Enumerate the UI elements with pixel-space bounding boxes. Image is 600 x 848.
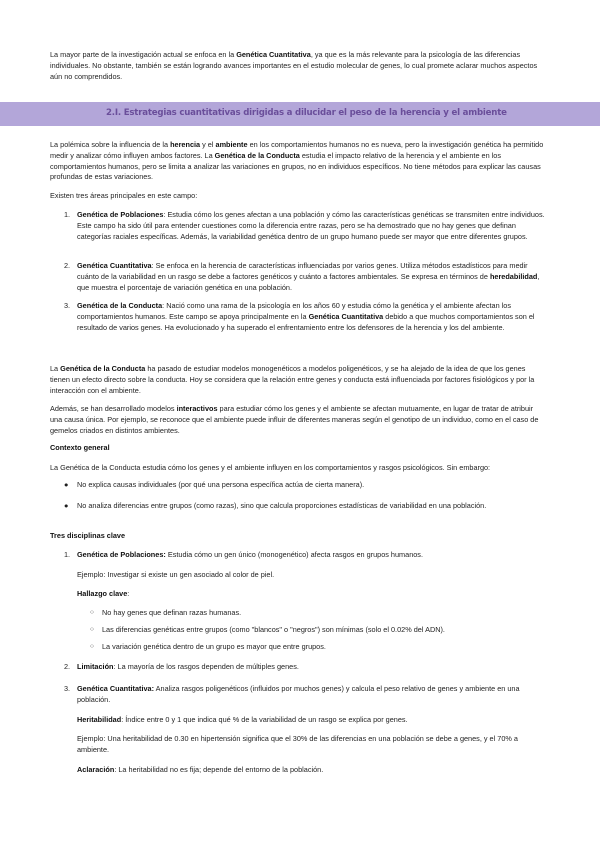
list-number: 2. xyxy=(64,662,71,671)
finding-item: La variación genética dentro de un grupo es mayor que entre grupos. xyxy=(102,642,326,651)
bullet-icon: ● xyxy=(64,480,69,489)
list-item: Genética Cuantitativa: Se enfoca en la herencia de características influenciadas por varios genes. Utiliza métodos estadísticos para medir cuánto de la variabilidad en un rasgo se debe a factores genéticos y cuánto a factores ambientales. Se expresa en términos de heredabilidad, que muestra el porcentaje de variación genética en una población. xyxy=(77,261,540,292)
clarification-text: Aclaración: La heritabilidad no es fija; depende del entorno de la población. xyxy=(77,765,324,774)
intro-paragraph: La mayor parte de la investigación actual se enfoca en la Genética Cuantitativa, ya que es la más relevante para la psicología de las diferencias individuales. No obstante, también se están logrando avances importantes en el estudio molecular de genes, lo cual promete aclarar muchos aspectos aún no comprendidos. xyxy=(50,50,538,81)
paragraph-herencia-ambiente: La polémica sobre la influencia de la herencia y el ambiente en los comportamientos humanos no es nueva, pero la investigación genética ha permitido medir y analizar cómo influyen ambos factores. La Genética de la Conducta estudia el impacto relativo de la herencia y el ambiente en los comportamientos humanos, pero se limita a analizar las variaciones en grupos, no en individuos específicos. No tiene métodos para explicar las causas profundas de estas variaciones. xyxy=(50,140,544,182)
finding-item: Las diferencias genéticas entre grupos (como "blancos" o "negros") son mínimas (solo el 0.02% del ADN). xyxy=(102,625,445,634)
context-text: La Genética de la Conducta estudia cómo los genes y el ambiente influyen en los comportamientos y rasgos psicológicos. Sin embargo: xyxy=(50,463,491,472)
heading-disciplinas: Tres disciplinas clave xyxy=(50,531,126,540)
circle-bullet-icon: ○ xyxy=(90,609,94,616)
finding-label: Hallazgo clave: xyxy=(77,589,130,598)
list-number: 1. xyxy=(64,210,71,219)
circle-bullet-icon: ○ xyxy=(90,626,94,633)
list-number: 2. xyxy=(64,261,71,270)
heading-contexto: Contexto general xyxy=(50,443,110,452)
section-title: 2.I. Estrategias cuantitativas dirigidas a dilucidar el peso de la herencia y el ambiente xyxy=(106,108,507,118)
list-number: 3. xyxy=(64,301,71,310)
list-item: Genética Cuantitativa: Analiza rasgos poligenéticos (influidos por muchos genes) y calcula el peso relativo de genes y ambiente en una población. xyxy=(77,684,520,704)
list-number: 3. xyxy=(64,684,71,693)
list-item: Genética de la Conducta: Nació como una rama de la psicología en los años 60 y estudia cómo la genética y el ambiente afectan los comportamientos humanos. Este campo se apoya principalmente en la Genética Cuantitativa debido a que muchos comportamientos son el resultado de varios genes. Ha evolucionado y ha superado el enfrentamiento entre los defensores de la herencia y los del ambiente. xyxy=(77,301,535,332)
areas-intro: Existen tres áreas principales en este campo: xyxy=(50,191,198,200)
circle-bullet-icon: ○ xyxy=(90,643,94,650)
heritability-text: Heritabilidad: Índice entre 0 y 1 que indica qué % de la variabilidad de un rasgo se explica por genes. xyxy=(77,715,408,724)
paragraph-interactivos: Además, se han desarrollado modelos interactivos para estudiar cómo los genes y el ambiente se afectan mutuamente, en lugar de tratar de atribuir una causa única. Por ejemplo, se reconoce que el ambiente puede influir de diferentes maneras según el genotipo de un individuo, como en el caso de gemelos criados en distintos ambientes. xyxy=(50,404,539,435)
example-text: Ejemplo: Una heritabilidad de 0.30 en hipertensión significa que el 30% de las diferencias en una población se debe a genes, y el 70% a ambiente. xyxy=(77,734,518,754)
list-number: 1. xyxy=(64,550,71,559)
bullet-item: No analiza diferencias entre grupos (como razas), sino que calcula proporciones estadísticas de variabilidad en una población. xyxy=(77,501,487,510)
paragraph-modelos: La Genética de la Conducta ha pasado de estudiar modelos monogenéticos a modelos poligenéticos, y se ha alejado de la idea de que los genes tienen un efecto directo sobre la conducta. Hoy se considera que la relación entre genes y conducta está influenciada por factores fisiológicos y por la interacción con el ambiente. xyxy=(50,364,535,395)
list-item: Genética de Poblaciones: Estudia cómo los genes afectan a una población y cómo las características genéticas se transmiten entre individuos. Este campo ha sido útil para entender cuestiones como la diferencia entre razas, pero se ha demostrado que no hay genes que definan categorías raciales específicas. Además, la variabilidad genética dentro de un grupo humano puede ser mayor que entre diferentes grupos. xyxy=(77,210,545,241)
finding-item: No hay genes que definan razas humanas. xyxy=(102,608,242,617)
bullet-item: No explica causas individuales (por qué una persona específica actúa de cierta manera). xyxy=(77,480,365,489)
list-item: Genética de Poblaciones: Estudia cómo un gen único (monogenético) afecta rasgos en grupos humanos. xyxy=(77,550,423,559)
section-banner xyxy=(0,102,600,126)
list-item: Limitación: La mayoría de los rasgos dependen de múltiples genes. xyxy=(77,662,299,671)
example-text: Ejemplo: Investigar si existe un gen asociado al color de piel. xyxy=(77,570,275,579)
bullet-icon: ● xyxy=(64,501,69,510)
